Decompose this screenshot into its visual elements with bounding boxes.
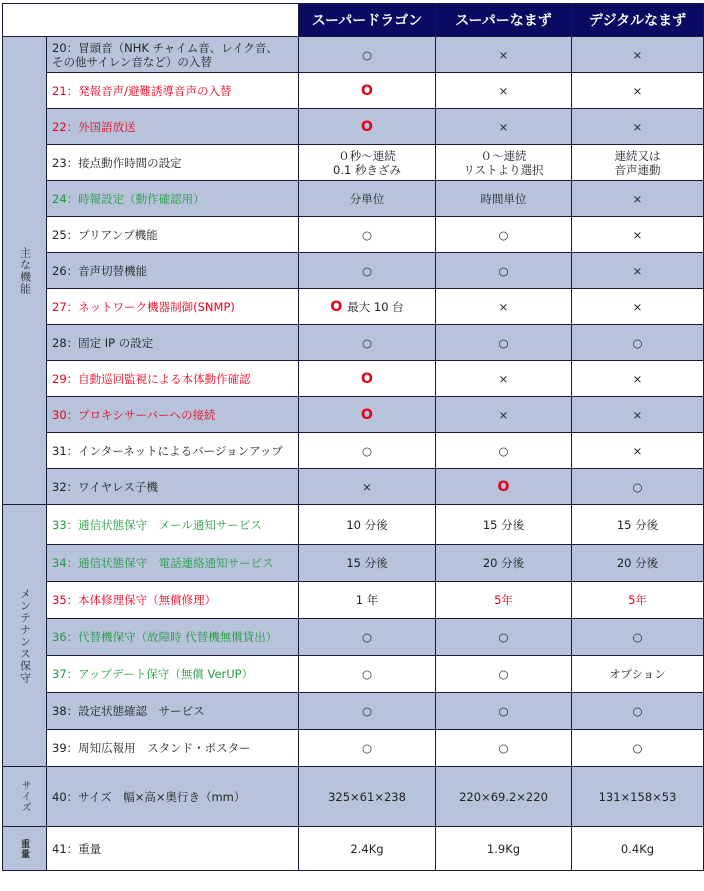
value-text: 分単位 <box>349 191 385 206</box>
value-super-namazu <box>436 145 572 181</box>
value-super-dragon <box>299 469 436 505</box>
value-text: 325×61×238 <box>328 789 406 804</box>
value-super-namazu <box>436 397 572 433</box>
feature-name: 30：プロキシサーバーへの接続 <box>47 397 299 433</box>
value-digital-namazu <box>572 827 704 871</box>
table-row <box>3 767 704 827</box>
value-digital-namazu <box>572 619 704 656</box>
table-row <box>3 693 704 730</box>
value-super-dragon <box>299 217 436 253</box>
value-super-dragon <box>299 109 436 145</box>
value-text: ○ <box>498 741 509 755</box>
value-text: O <box>361 406 373 423</box>
value-super-namazu <box>436 181 572 217</box>
table-row <box>3 289 704 325</box>
feature-name: 26：音声切替機能 <box>47 253 299 289</box>
value-super-dragon <box>299 505 436 545</box>
value-text: ○ <box>632 630 643 644</box>
table-row <box>3 582 704 619</box>
value-super-namazu <box>436 827 572 871</box>
feature-name: 40：サイズ 幅×高×奥行き（mm） <box>47 767 299 827</box>
value-digital-namazu <box>572 397 704 433</box>
header-super-dragon: スーパードラゴン <box>299 4 436 37</box>
feature-name: 34：通信状態保守 電話連絡通知サービス <box>47 545 299 582</box>
value-super-namazu <box>436 505 572 545</box>
value-text: ○ <box>361 630 373 644</box>
table-row <box>3 73 704 109</box>
value-super-dragon <box>299 397 436 433</box>
value-text: × <box>498 371 509 386</box>
value-text: ○ <box>498 704 509 718</box>
value-text: ○ <box>498 263 509 278</box>
value-text: × <box>498 119 509 134</box>
value-text: 連続又は 音声連動 <box>614 148 661 177</box>
value-text: O <box>361 118 373 135</box>
value-digital-namazu <box>572 37 704 73</box>
value-text: 15 分後 <box>346 556 388 570</box>
value-super-dragon <box>299 37 436 73</box>
value-text: ０秒～連続 0.1 秒きざみ <box>333 148 401 177</box>
feature-name: 27：ネットワーク機器制御(SNMP) <box>47 289 299 325</box>
value-text: O <box>361 370 373 387</box>
table-row <box>3 730 704 767</box>
value-text: × <box>632 191 643 206</box>
value-digital-namazu <box>572 469 704 505</box>
value-digital-namazu <box>572 545 704 582</box>
value-text: 220×69.2×220 <box>459 789 548 804</box>
category-cell <box>3 37 47 505</box>
value-super-dragon <box>299 545 436 582</box>
value-text: 0.4Kg <box>620 841 655 856</box>
value-text: ○ <box>498 335 509 350</box>
feature-name: 35：本体修理保守（無償修理） <box>47 582 299 619</box>
value-digital-namazu <box>572 217 704 253</box>
table-row <box>3 145 704 181</box>
value-text: ○ <box>632 479 643 494</box>
value-text: ○ <box>361 47 373 62</box>
value-digital-namazu <box>572 325 704 361</box>
value-digital-namazu <box>572 361 704 397</box>
value-text: × <box>632 227 643 242</box>
value-super-dragon <box>299 289 436 325</box>
header-super-namazu: スーパーなまず <box>436 4 572 37</box>
value-text: O <box>497 478 510 495</box>
value-text: 15 分後 <box>616 517 659 532</box>
value-text: ○ <box>632 335 643 350</box>
value-super-dragon <box>299 730 436 767</box>
comparison-table <box>2 3 704 871</box>
value-super-namazu <box>436 37 572 73</box>
table-row <box>3 109 704 145</box>
value-text: 15 分後 <box>482 517 525 532</box>
header-digital-namazu: デジタルなまず <box>572 4 704 37</box>
value-digital-namazu <box>572 767 704 827</box>
value-digital-namazu <box>572 181 704 217</box>
feature-name: 24：時報設定（動作確認用） <box>47 181 299 217</box>
value-text: ０～連続 リストより選択 <box>463 148 544 177</box>
value-text: 5年 <box>628 593 647 607</box>
value-super-dragon <box>299 253 436 289</box>
category-label: サイズ <box>19 780 30 813</box>
value-digital-namazu <box>572 656 704 693</box>
value-text: ○ <box>498 630 509 644</box>
value-extra-note: 最大 10 台 <box>347 299 404 314</box>
feature-name: 25：プリアンプ機能 <box>47 217 299 253</box>
feature-name: 20：冒頭音（NHK チャイム音、レイク音、 その他サイレン音など）の入替 <box>47 37 299 73</box>
value-text: ○ <box>361 704 373 718</box>
feature-name: 39：周知広報用 スタンド・ポスター <box>47 730 299 767</box>
value-text: 10 分後 <box>346 517 388 532</box>
value-text: × <box>498 47 509 62</box>
value-super-dragon <box>299 656 436 693</box>
table-row <box>3 253 704 289</box>
value-digital-namazu <box>572 730 704 767</box>
value-digital-namazu <box>572 289 704 325</box>
table-row <box>3 827 704 871</box>
feature-name: 32：ワイヤレス子機 <box>47 469 299 505</box>
value-super-dragon <box>299 361 436 397</box>
value-text: O <box>361 82 373 99</box>
value-digital-namazu <box>572 73 704 109</box>
category-cell <box>3 505 47 767</box>
value-text: ○ <box>498 443 509 458</box>
table-row <box>3 181 704 217</box>
value-text: × <box>362 479 372 494</box>
feature-name: 28：固定 IP の設定 <box>47 325 299 361</box>
value-text: × <box>632 119 643 134</box>
value-text: ○ <box>361 227 373 242</box>
value-super-namazu <box>436 730 572 767</box>
value-super-namazu <box>436 767 572 827</box>
value-text: ○ <box>632 704 643 718</box>
value-super-dragon <box>299 619 436 656</box>
category-label: 重量 <box>19 838 29 859</box>
feature-name: 36：代替機保守（故障時 代替機無償貸出） <box>47 619 299 656</box>
value-digital-namazu <box>572 693 704 730</box>
value-digital-namazu <box>572 433 704 469</box>
value-text: ○ <box>498 227 509 242</box>
value-text: ○ <box>361 667 373 681</box>
table-row <box>3 361 704 397</box>
table-row <box>3 619 704 656</box>
value-digital-namazu <box>572 582 704 619</box>
category-label: メンテナンス保守 <box>18 587 32 684</box>
value-text: 1 年 <box>355 593 379 607</box>
value-text: ○ <box>361 443 373 458</box>
feature-name: 38：設定状態確認 サービス <box>47 693 299 730</box>
value-text: 2.4Kg <box>350 841 384 856</box>
value-text: × <box>632 263 643 278</box>
value-text: 20 分後 <box>616 556 659 570</box>
value-super-dragon <box>299 181 436 217</box>
value-digital-namazu <box>572 505 704 545</box>
table-row <box>3 217 704 253</box>
value-text: O <box>330 298 343 315</box>
value-super-namazu <box>436 217 572 253</box>
table-row <box>3 545 704 582</box>
value-super-namazu <box>436 545 572 582</box>
value-super-dragon <box>299 767 436 827</box>
value-super-namazu <box>436 289 572 325</box>
table-row <box>3 397 704 433</box>
table-row <box>3 505 704 545</box>
header-row <box>3 4 704 37</box>
value-text: 1.9Kg <box>486 841 521 856</box>
value-super-dragon <box>299 433 436 469</box>
value-digital-namazu <box>572 109 704 145</box>
value-super-dragon <box>299 325 436 361</box>
value-super-namazu <box>436 109 572 145</box>
table-row <box>3 469 704 505</box>
value-text: × <box>632 83 643 98</box>
feature-name: 29：自動巡回監視による本体動作確認 <box>47 361 299 397</box>
table-body <box>3 37 704 871</box>
value-super-dragon <box>299 827 436 871</box>
feature-name: 22：外国語放送 <box>47 109 299 145</box>
header-corner <box>3 4 299 37</box>
value-text: × <box>498 407 509 422</box>
value-text: 20 分後 <box>482 556 525 570</box>
value-super-namazu <box>436 619 572 656</box>
value-super-namazu <box>436 469 572 505</box>
value-text: 131×158×53 <box>598 789 677 804</box>
value-text: × <box>632 407 643 422</box>
value-digital-namazu <box>572 145 704 181</box>
value-super-dragon <box>299 73 436 109</box>
value-text: ○ <box>361 335 373 350</box>
value-super-namazu <box>436 73 572 109</box>
value-super-namazu <box>436 433 572 469</box>
value-super-namazu <box>436 582 572 619</box>
table-row <box>3 656 704 693</box>
feature-name: 33：通信状態保守 メール通知サービス <box>47 505 299 545</box>
table-row <box>3 37 704 73</box>
value-text: × <box>498 83 509 98</box>
feature-name: 31：インターネットによるバージョンアップ <box>47 433 299 469</box>
category-cell <box>3 767 47 827</box>
value-text: ○ <box>361 741 373 755</box>
value-super-namazu <box>436 693 572 730</box>
value-super-namazu <box>436 361 572 397</box>
table-row <box>3 433 704 469</box>
value-super-namazu <box>436 325 572 361</box>
feature-name: 21：発報音声/避難誘導音声の入替 <box>47 73 299 109</box>
feature-name: 37：アップデート保守（無償 VerUP） <box>47 656 299 693</box>
value-text: ○ <box>632 741 643 755</box>
category-cell <box>3 827 47 871</box>
value-super-namazu <box>436 253 572 289</box>
value-text: × <box>632 443 643 458</box>
value-text: 5年 <box>494 593 513 607</box>
value-text: × <box>498 299 509 314</box>
value-super-dragon <box>299 693 436 730</box>
table-row <box>3 325 704 361</box>
value-super-namazu <box>436 656 572 693</box>
category-label: 主な機能 <box>18 246 32 295</box>
feature-name: 23：接点動作時間の設定 <box>47 145 299 181</box>
value-text: オプション <box>609 667 666 681</box>
value-text: 時間単位 <box>480 191 527 206</box>
value-text: ○ <box>498 667 509 681</box>
value-text: × <box>632 371 643 386</box>
value-text: × <box>632 299 643 314</box>
value-text: × <box>632 47 643 62</box>
value-digital-namazu <box>572 253 704 289</box>
value-text: ○ <box>361 263 373 278</box>
feature-name: 41：重量 <box>47 827 299 871</box>
value-super-dragon <box>299 582 436 619</box>
value-super-dragon <box>299 145 436 181</box>
